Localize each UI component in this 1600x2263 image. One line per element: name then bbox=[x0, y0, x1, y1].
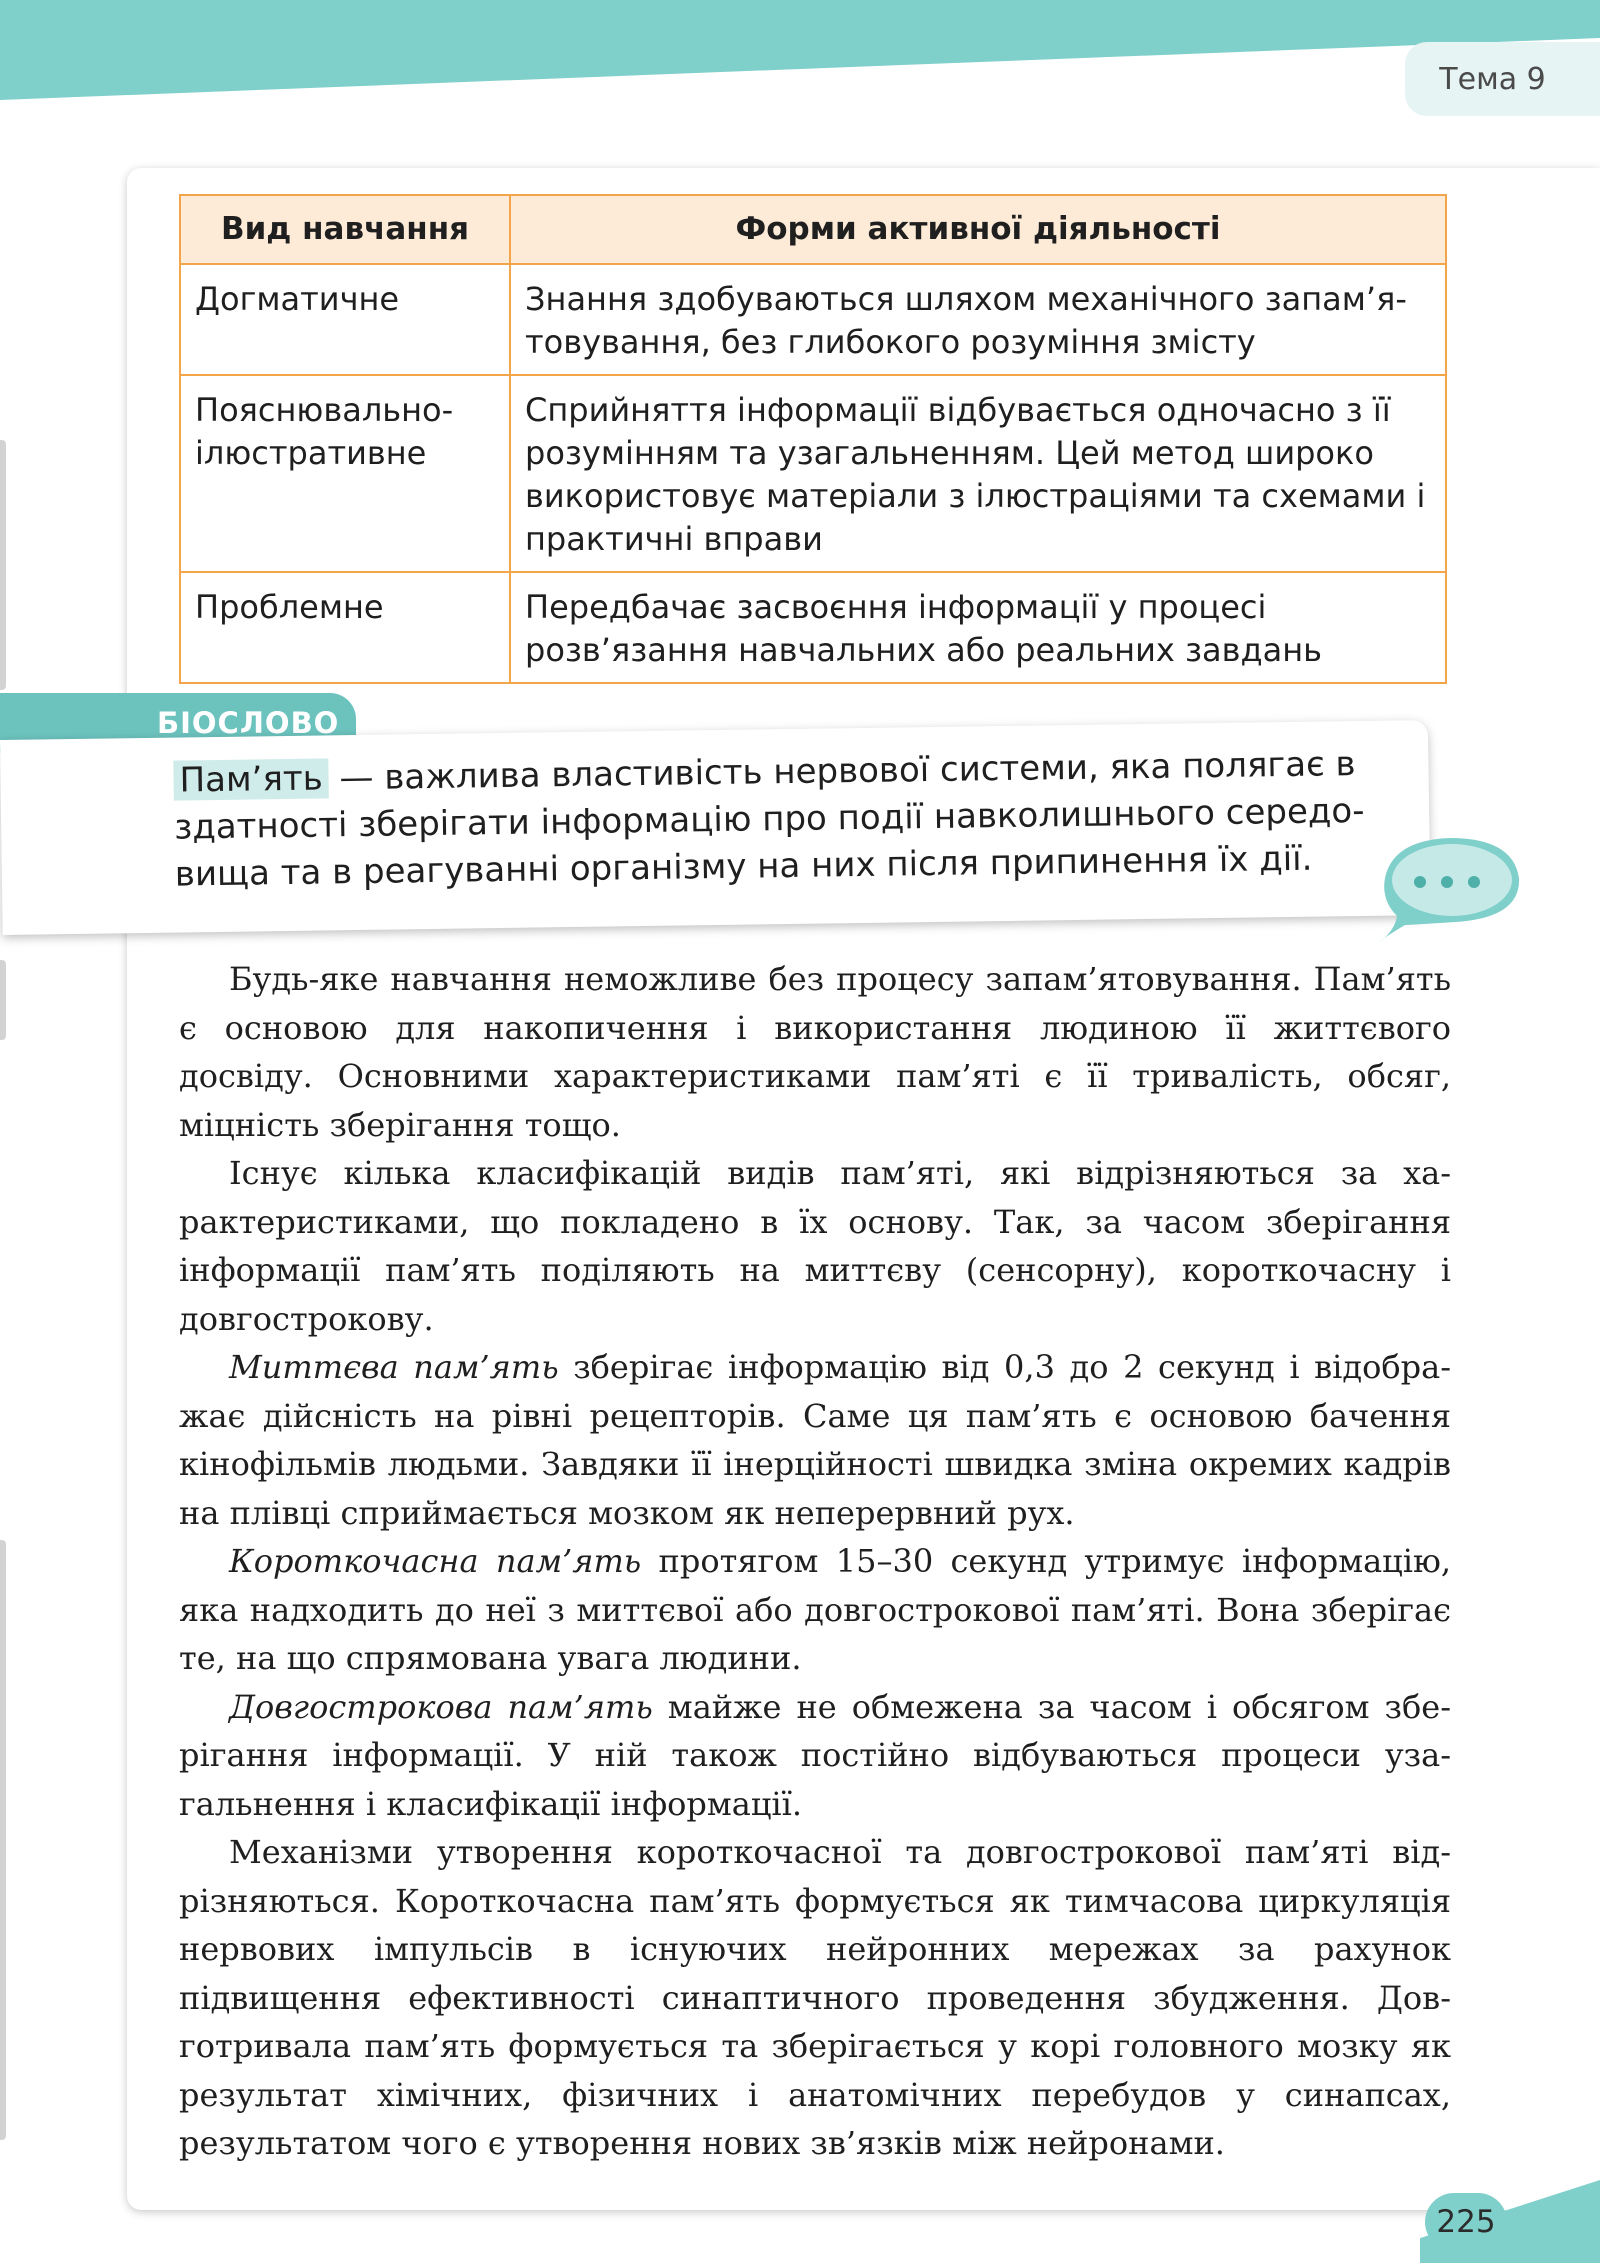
bioslovo-box bbox=[0, 720, 1431, 935]
paragraph-text: протягом 15–30 секунд утримує інформацію, яка надходить до неї з миттєвої або довгострокової пам’яті. Вона зберігає те, на що спрямована увага людини. bbox=[179, 1542, 1452, 1677]
column-header-forms: Форми активної діяльності bbox=[510, 195, 1446, 264]
activity-forms-cell: Сприйняття інформації відбувається одночасно з її розумінням та узагальненням. Цей метод широко використовує матеріали з ілюстраціями та схемами і практичні вправи bbox=[510, 375, 1446, 572]
topic-tab bbox=[1405, 42, 1600, 116]
learning-types-table bbox=[179, 194, 1447, 684]
paragraph bbox=[179, 1683, 1451, 1829]
bioslovo-definition-text: — важлива властивість нервової системи, яка полягає в здатності зберігати інформацію про події навколишнього середовища та в реагуванні організму на них після припинення їх дії. bbox=[173, 744, 1365, 895]
activity-forms-cell: Знання здобуваються шляхом механічного запам’ятовування, без глибокого розуміння змісту bbox=[510, 264, 1446, 375]
term-instant-memory: Миттєва пам’ять bbox=[229, 1348, 559, 1386]
paragraph: Існує кілька класифікацій видів пам’яті, які відрізняються за характеристиками, що покладено в їх основу. Так, за часом зберігання інформації пам’ять поділяють на миттєву (сенсорну), короткочасну і довгострокову. bbox=[179, 1154, 1451, 1338]
page-number-label: 225 bbox=[1436, 2204, 1496, 2240]
page-number bbox=[1425, 2193, 1507, 2251]
main-text bbox=[179, 955, 1451, 2168]
activity-forms-cell: Передбачає засвоєння інформації у процесі розв’язання навчальних або реальних завдань bbox=[510, 572, 1446, 683]
left-edge-mark bbox=[0, 1540, 6, 2140]
left-edge-mark bbox=[0, 960, 6, 1040]
paragraph: Механізми утворення короткочасної та довгострокової пам’яті відрізняються. Короткочасна пам’ять формується як тимчасова циркуляція нервових імпульсів в існуючих нейронних мережах за рахунок підвищення ефективності синаптичного проведення збудження. Довготривала пам’ять формується та зберігається у корі головного мозку як результат хімічних, фізичних і анатомічних перебудов у синапсах, результатом чого є утворення нових зв’язків між нейронами. bbox=[179, 1833, 1451, 2162]
learning-type-cell: Пояснювально-ілюстративне bbox=[180, 375, 510, 572]
learning-type-cell: Догматичне bbox=[180, 264, 510, 375]
paragraph: Будь-яке навчання неможливе без процесу запам’ятовування. Пам’ять є основою для накопичення і використання людиною її життєвого досвіду. Основними характеристиками пам’яті є її тривалість, обсяг, міцність зберігання тощо. bbox=[179, 960, 1451, 1144]
term-short-term-memory: Короткочасна пам’ять bbox=[229, 1542, 642, 1580]
column-header-type: Вид навчання bbox=[180, 195, 510, 264]
paragraph-text: зберігає інформацію від 0,3 до 2 секунд і відображає дійсність на рівні рецепторів. Саме ця пам’ять є основою бачення кінофільмів людьми. Завдяки її інерційності швидка зміна окремих кадрів на плівці сприймається мозком як неперервний рух. bbox=[179, 1348, 1452, 1532]
top-decorative-band bbox=[0, 0, 1600, 110]
speech-bubble-icon bbox=[1375, 830, 1525, 949]
bioslovo-definition bbox=[173, 740, 1410, 898]
table-row bbox=[180, 572, 1446, 683]
bioslovo-label: БІОСЛОВО bbox=[157, 706, 340, 740]
left-edge-mark bbox=[0, 440, 6, 690]
paragraph-text: майже не обмежена за часом і обсягом зберігання інформації. У ній також постійно відбуваються процеси узагальнення і класифікації інформації. bbox=[179, 1687, 1452, 1823]
bioslovo-term: Пам’ять bbox=[173, 758, 329, 800]
learning-type-cell: Проблемне bbox=[180, 572, 510, 683]
paragraph bbox=[179, 1537, 1451, 1683]
table-header-row bbox=[180, 195, 1446, 264]
topic-label: Тема 9 bbox=[1439, 61, 1546, 97]
table-row bbox=[180, 375, 1446, 572]
term-long-term-memory: Довгострокова пам’ять bbox=[229, 1687, 653, 1726]
table-row bbox=[180, 264, 1446, 375]
paragraph bbox=[179, 1343, 1451, 1537]
